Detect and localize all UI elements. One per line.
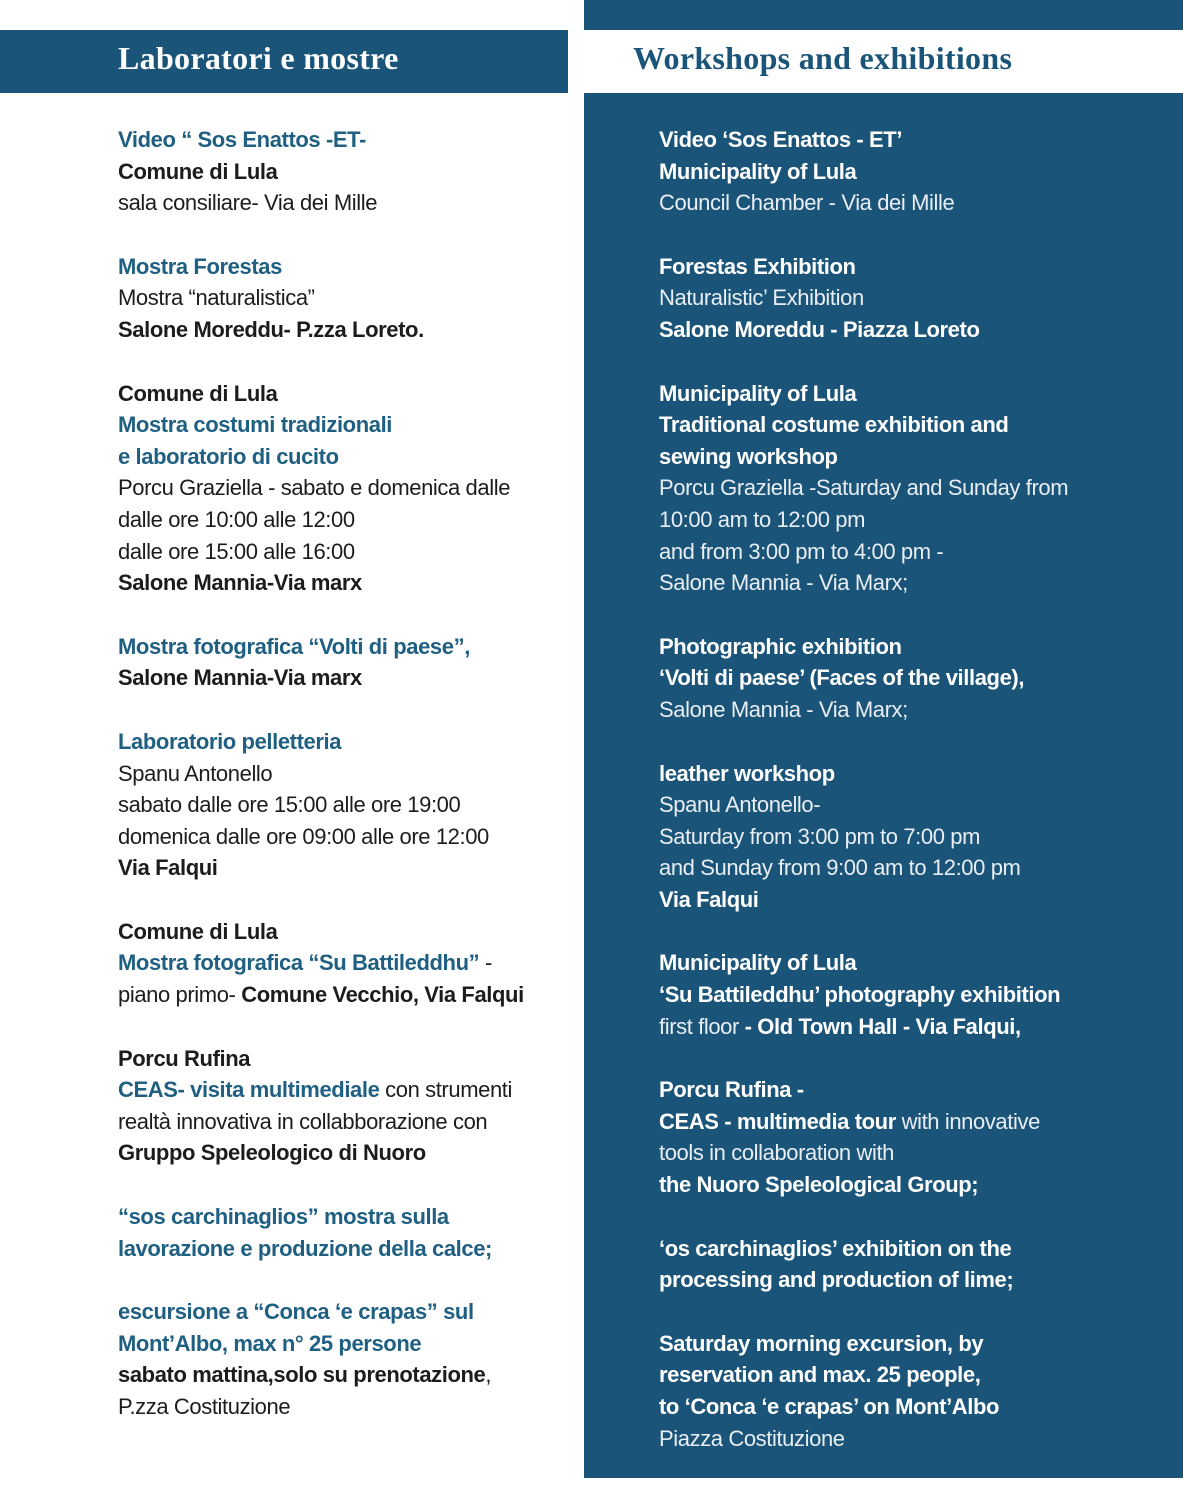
event-text: Spanu Antonello- <box>659 792 821 818</box>
event-line <box>118 947 578 979</box>
event-line <box>659 662 1164 694</box>
event-entry <box>659 124 1164 219</box>
event-text: to ‘Conca ‘e crapas’ on Mont’Albo <box>659 1394 1000 1419</box>
event-text: Piazza Costituzione <box>659 1425 845 1451</box>
event-entry <box>118 1201 578 1264</box>
event-entry <box>118 378 578 599</box>
event-line <box>659 1391 1164 1423</box>
event-entry <box>118 631 578 694</box>
event-line <box>659 409 1164 441</box>
event-text: Council Chamber - Via dei Mille <box>659 190 955 216</box>
event-line <box>118 1296 578 1328</box>
event-line <box>118 314 578 346</box>
event-text: Spanu Antonello <box>118 760 273 786</box>
event-text: piano primo- <box>118 982 242 1008</box>
event-text: processing and production of lime; <box>659 1267 1014 1293</box>
event-line <box>659 789 1164 821</box>
event-text: Comune di Lula <box>118 918 278 944</box>
event-entry <box>659 631 1164 726</box>
event-text: Naturalistic’ Exhibition <box>659 285 864 311</box>
event-line <box>659 251 1164 283</box>
event-line <box>659 187 1164 219</box>
event-line <box>118 1359 578 1391</box>
event-line <box>118 504 578 536</box>
event-line <box>118 1106 578 1138</box>
event-entry <box>118 124 578 219</box>
event-text: lavorazione e produzione della calce; <box>118 1235 492 1261</box>
event-text: sala consiliare- Via dei Mille <box>118 190 378 216</box>
event-line <box>118 536 578 568</box>
event-text: Salone Mannia-Via marx <box>118 665 362 691</box>
event-text: with innovative <box>895 1108 1040 1134</box>
event-line <box>659 1423 1164 1455</box>
event-line <box>659 1137 1164 1169</box>
event-line <box>659 821 1164 853</box>
event-entry <box>659 378 1164 599</box>
event-text: - Old Town Hall - Via Falqui, <box>744 1013 1021 1039</box>
event-line <box>659 156 1164 188</box>
event-text: Mostra fotografica “Su Battileddhu” <box>118 950 480 976</box>
event-entry <box>659 947 1164 1042</box>
event-text: “sos carchinaglios” mostra sulla <box>118 1204 449 1230</box>
event-line <box>118 726 578 758</box>
event-entry <box>659 1074 1164 1200</box>
event-line <box>118 1074 578 1106</box>
event-text: sabato dalle ore 15:00 alle ore 19:00 <box>118 792 461 818</box>
event-text: Traditional costume exhibition and <box>659 412 1009 438</box>
event-text: Salone Mannia - Via Marx; <box>659 570 908 596</box>
event-text: sabato mattina,solo su prenotazione <box>118 1362 486 1388</box>
event-line <box>118 472 578 504</box>
event-text: con strumenti <box>379 1077 512 1103</box>
event-line <box>118 1201 578 1233</box>
event-line <box>118 789 578 821</box>
event-text: and Sunday from 9:00 am to 12:00 pm <box>659 855 1021 881</box>
event-text: dalle ore 10:00 alle 12:00 <box>118 506 355 532</box>
event-line <box>659 472 1164 504</box>
event-text: Porcu Rufina <box>118 1045 251 1071</box>
event-line <box>118 282 578 314</box>
event-entry <box>659 758 1164 916</box>
event-line <box>659 504 1164 536</box>
right-header-bar <box>568 30 1183 93</box>
event-text: ‘os carchinaglios’ exhibition on the <box>659 1235 1012 1261</box>
event-text: Laboratorio pelletteria <box>118 728 342 754</box>
event-text: Saturday from 3:00 pm to 7:00 pm <box>659 823 981 849</box>
event-line <box>659 124 1164 156</box>
event-line <box>659 631 1164 663</box>
event-text: Municipality of Lula <box>659 380 857 406</box>
event-text: Photographic exhibition <box>659 633 902 659</box>
event-text: Municipality of Lula <box>659 950 857 976</box>
event-line <box>118 1137 578 1169</box>
event-entry <box>118 251 578 346</box>
event-text: P.zza Costituzione <box>118 1394 291 1419</box>
event-line <box>659 314 1164 346</box>
event-text: realtà innovativa in collabborazione con <box>118 1108 488 1134</box>
italian-program-column <box>118 124 578 1455</box>
event-text: ‘Su Battileddhu’ photography exhibition <box>659 982 1061 1008</box>
event-text: escursione a “Conca ‘e crapas” sul <box>118 1299 474 1325</box>
event-entry <box>118 726 578 884</box>
event-line <box>659 1169 1164 1201</box>
event-text: first floor <box>659 1013 745 1039</box>
event-text: Comune di Lula <box>118 158 278 184</box>
event-text: 10:00 am to 12:00 pm <box>659 506 866 532</box>
event-entry <box>118 916 578 1011</box>
event-line <box>118 1328 578 1360</box>
event-line <box>659 852 1164 884</box>
event-text: CEAS - multimedia tour <box>659 1108 896 1134</box>
event-entry <box>659 1233 1164 1296</box>
right-header-title: Workshops and exhibitions <box>633 40 1013 76</box>
event-line <box>659 536 1164 568</box>
event-text: Mostra costumi tradizionali <box>118 412 393 438</box>
event-text: leather workshop <box>659 760 835 786</box>
event-line <box>118 852 578 884</box>
event-text: Video ‘Sos Enattos - ET’ <box>659 127 903 152</box>
event-line <box>659 694 1164 726</box>
left-header-bar <box>0 30 568 93</box>
event-line <box>118 187 578 219</box>
event-line <box>659 567 1164 599</box>
event-text: , <box>485 1362 492 1388</box>
event-line <box>118 1233 578 1265</box>
english-program-column <box>659 124 1164 1486</box>
event-line <box>118 1043 578 1075</box>
event-text: Salone Mannia-Via marx <box>118 570 362 596</box>
event-line <box>659 282 1164 314</box>
event-line <box>118 156 578 188</box>
event-text: Mostra Forestas <box>118 253 282 279</box>
event-line <box>659 947 1164 979</box>
event-line <box>659 1328 1164 1360</box>
event-line <box>118 631 578 663</box>
event-line <box>118 409 578 441</box>
event-line <box>659 758 1164 790</box>
event-text: Porcu Graziella - sabato e domenica dalle <box>118 475 511 501</box>
event-text: reservation and max. 25 people, <box>659 1362 981 1388</box>
event-text: tools in collaboration with <box>659 1140 895 1166</box>
event-entry <box>659 251 1164 346</box>
event-line <box>659 1359 1164 1391</box>
event-line <box>118 378 578 410</box>
event-text: Mostra “naturalistica” <box>118 285 315 311</box>
event-line <box>659 1074 1164 1106</box>
event-text: sewing workshop <box>659 443 838 469</box>
event-line <box>118 821 578 853</box>
event-text: Gruppo Speleologico di Nuoro <box>118 1140 426 1166</box>
event-text: Saturday morning excursion, by <box>659 1330 984 1356</box>
event-text: Mont’Albo, max n° 25 persone <box>118 1330 422 1356</box>
event-line <box>118 662 578 694</box>
event-line <box>118 251 578 283</box>
event-text: Salone Moreddu- P.zza Loreto. <box>118 316 424 342</box>
event-entry <box>118 1043 578 1169</box>
event-line <box>118 758 578 790</box>
event-text: CEAS- visita multimediale <box>118 1077 380 1103</box>
event-text: Porcu Graziella -Saturday and Sunday from <box>659 475 1069 501</box>
event-line <box>118 124 578 156</box>
event-text: Via Falqui <box>118 855 218 881</box>
event-entry <box>659 1328 1164 1454</box>
event-line <box>118 441 578 473</box>
event-text: Comune di Lula <box>118 380 278 406</box>
event-text: domenica dalle ore 09:00 alle ore 12:00 <box>118 823 489 849</box>
event-text: Video “ Sos Enattos -ET- <box>118 127 366 152</box>
event-text: Salone Moreddu - Piazza Loreto <box>659 316 980 342</box>
event-line <box>659 884 1164 916</box>
event-line <box>118 567 578 599</box>
event-text: ‘Volti di paese’ (Faces of the village), <box>659 665 1025 691</box>
event-text: and from 3:00 pm to 4:00 pm - <box>659 538 944 564</box>
event-text: - <box>479 950 492 976</box>
event-line <box>659 979 1164 1011</box>
event-text: Salone Mannia - Via Marx; <box>659 696 908 722</box>
event-text: Forestas Exhibition <box>659 253 856 279</box>
event-entry <box>118 1296 578 1422</box>
event-text: e laboratorio di cucito <box>118 443 339 469</box>
event-text: Municipality of Lula <box>659 158 857 184</box>
event-line <box>118 979 578 1011</box>
event-text: Mostra fotografica “Volti di paese”, <box>118 633 470 659</box>
event-line <box>659 441 1164 473</box>
event-line <box>118 916 578 948</box>
event-text: the Nuoro Speleological Group; <box>659 1172 979 1198</box>
event-text: Porcu Rufina - <box>659 1077 804 1103</box>
event-line <box>659 1233 1164 1265</box>
event-line <box>659 378 1164 410</box>
event-line <box>659 1264 1164 1296</box>
event-line <box>659 1106 1164 1138</box>
left-header-title: Laboratori e mostre <box>118 40 399 76</box>
event-line <box>118 1391 578 1423</box>
event-text: Comune Vecchio, Via Falqui <box>241 982 524 1008</box>
event-text: dalle ore 15:00 alle 16:00 <box>118 538 355 564</box>
event-line <box>659 1011 1164 1043</box>
event-text: Via Falqui <box>659 886 759 912</box>
